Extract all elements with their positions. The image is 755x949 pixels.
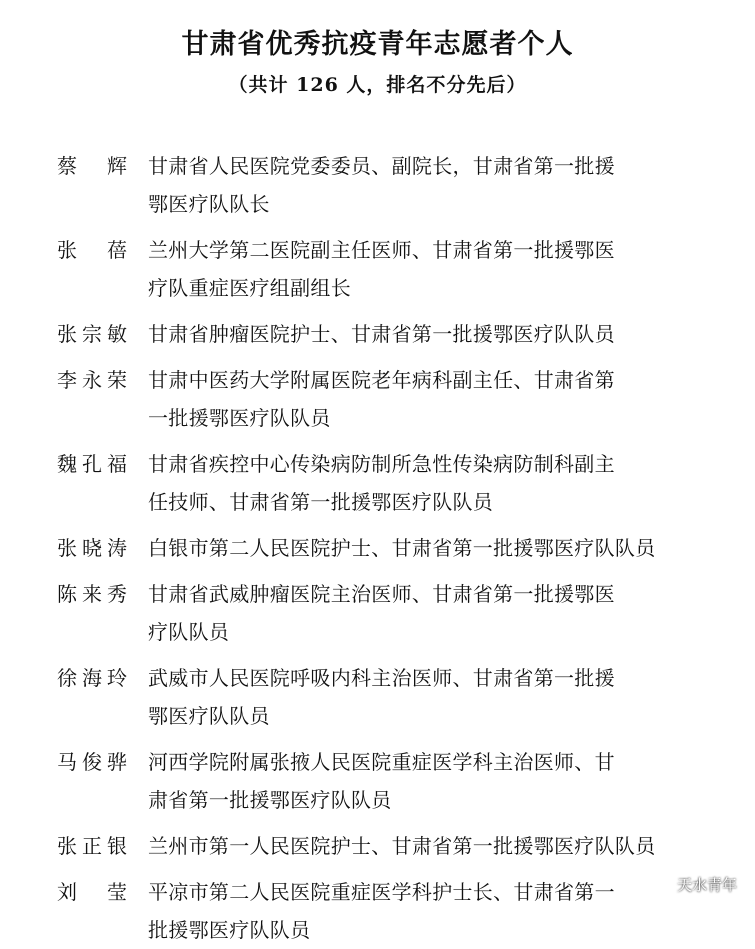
person-name: 张正银 xyxy=(57,834,127,858)
description-line: 平凉市第二人民医院重症医学科护士长、甘肃省第一 xyxy=(148,880,615,904)
person-name: 张晓涛 xyxy=(57,536,127,560)
person-name: 张 蓓 xyxy=(57,238,127,262)
person-name: 陈来秀 xyxy=(57,582,127,606)
person-name: 张宗敏 xyxy=(57,322,127,346)
description-line: 甘肃省疾控中心传染病防制所急性传染病防制科副主 xyxy=(148,452,615,476)
person-name: 李永荣 xyxy=(57,368,127,392)
watermark xyxy=(647,874,737,895)
person-description xyxy=(148,361,678,437)
description-line: 肃省第一批援鄂医疗队队员 xyxy=(148,788,392,812)
page-subtitle: （共计 126 人，排名不分先后） xyxy=(228,74,527,96)
person-description xyxy=(148,659,678,735)
description-line: 鄂医疗队队长 xyxy=(148,192,270,216)
description-line: 一批援鄂医疗队队员 xyxy=(148,406,331,430)
person-description xyxy=(148,315,678,353)
wechat-icon xyxy=(647,875,671,895)
person-name: 徐海玲 xyxy=(57,666,127,690)
person-description xyxy=(148,575,678,651)
person-description xyxy=(148,445,678,521)
description-line: 甘肃中医药大学附属医院老年病科副主任、甘肃省第 xyxy=(148,368,615,392)
description-line: 武威市人民医院呼吸内科主治医师、甘肃省第一批援 xyxy=(148,666,615,690)
person-name: 魏孔福 xyxy=(57,452,127,476)
description-line: 兰州大学第二医院副主任医师、甘肃省第一批援鄂医 xyxy=(148,238,615,262)
person-description xyxy=(148,231,678,307)
description-line: 白银市第二人民医院护士、甘肃省第一批援鄂医疗队队员 xyxy=(148,536,656,560)
watermark-text: 天水青年 xyxy=(676,876,737,894)
description-line: 兰州市第一人民医院护士、甘肃省第一批援鄂医疗队队员 xyxy=(148,834,656,858)
person-name: 马俊骅 xyxy=(57,750,127,774)
page-title: 甘肃省优秀抗疫青年志愿者个人 xyxy=(181,29,574,60)
description-line: 鄂医疗队队员 xyxy=(148,704,270,728)
person-description xyxy=(148,873,678,949)
description-line: 任技师、甘肃省第一批援鄂医疗队队员 xyxy=(148,490,494,514)
person-description xyxy=(148,529,678,567)
description-line: 疗队队员 xyxy=(148,620,230,644)
person-name: 蔡 辉 xyxy=(57,154,127,178)
person-description xyxy=(148,147,678,223)
person-description xyxy=(148,827,678,865)
description-line: 甘肃省武威肿瘤医院主治医师、甘肃省第一批援鄂医 xyxy=(148,582,615,606)
description-line: 疗队重症医疗组副组长 xyxy=(148,276,351,300)
description-line: 河西学院附属张掖人民医院重症医学科主治医师、甘 xyxy=(148,750,615,774)
person-name: 刘 莹 xyxy=(57,880,127,904)
description-line: 甘肃省肿瘤医院护士、甘肃省第一批援鄂医疗队队员 xyxy=(148,322,615,346)
person-description xyxy=(148,743,678,819)
description-line: 批援鄂医疗队队员 xyxy=(148,918,311,942)
description-line: 甘肃省人民医院党委委员、副院长，甘肃省第一批援 xyxy=(148,154,615,178)
